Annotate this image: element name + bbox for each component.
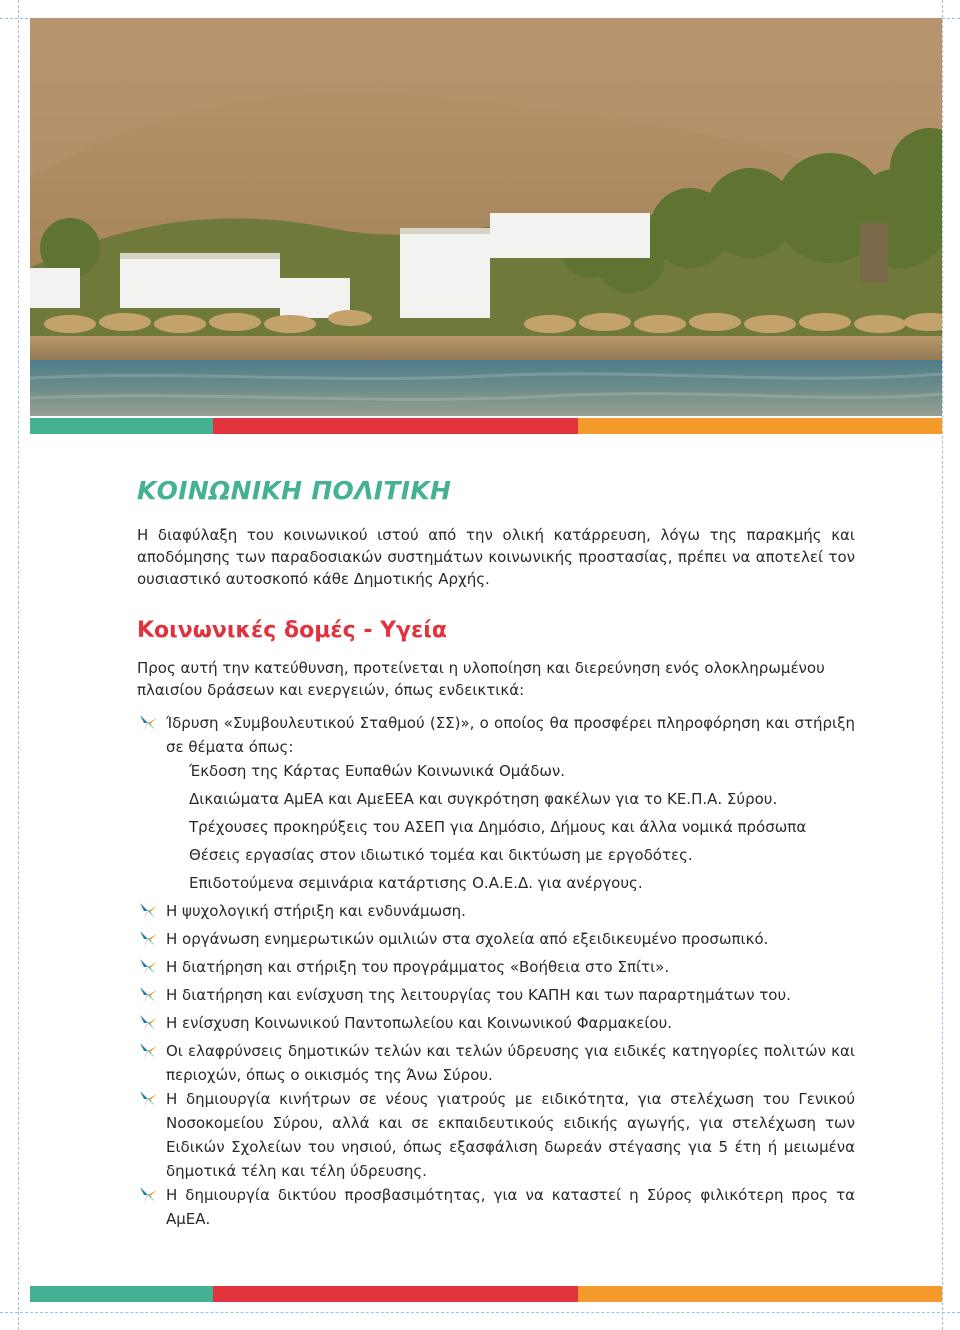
star-bullet-icon — [137, 1012, 159, 1034]
list-item — [137, 1039, 855, 1087]
list-item — [137, 1011, 855, 1035]
beach-photo — [30, 18, 942, 416]
section-intro: Η διαφύλαξη του κοινωνικού ιστού από την ολική κατάρρευση, λόγω της παρακμής και αποδόμησης των παραδοσιακών συστημάτων κοινωνικής προστασίας, πρέπει να αποτελεί τον ουσιαστικό αυτοσκοπό κάθε Δημοτικής Αρχής. — [137, 526, 855, 588]
subsection-lead: Προς αυτή την κατεύθυνση, προτείνεται η υλοποίηση και διερεύνηση ενός ολοκληρωμένου πλαισίου δράσεων και ενεργειών, όπως ενδεικτικά: — [137, 659, 825, 699]
list-item-text: Η ενίσχυση Κοινωνικού Παντοπωλείου και Κοινωνικού Φαρμακείου. — [166, 1014, 673, 1032]
stripe-orange — [578, 418, 942, 434]
list-item-text: Η οργάνωση ενημερωτικών ομιλιών στα σχολεία από εξειδικευμένο προσωπικό. — [166, 930, 769, 948]
star-bullet-icon — [137, 956, 159, 978]
crop-guide-bottom — [0, 1312, 960, 1313]
sub-list-item: Επιδοτούμενα σεμινάρια κατάρτισης Ο.Α.Ε.Δ. για ανέργους. — [189, 874, 643, 892]
list-item — [137, 955, 855, 979]
sub-list-item: Τρέχουσες προκηρύξεις του ΑΣΕΠ για Δημόσιο, Δήμους και άλλα νομικά πρόσωπα — [189, 818, 807, 836]
section-title: ΚΟΙΝΩΝΙΚΗ ΠΟΛΙΤΙΚΗ — [137, 476, 452, 505]
list-item-text: Η δημιουργία κινήτρων σε νέους γιατρούς με ειδικότητα, για στελέχωση του Γενικού Νοσοκομείου Σύρου, αλλά και σε εκπαιδευτικούς ειδικής αγωγής, για στελέχωση των Ειδικών Σχολείων του νησιού, όπως εξασφάλιση δωρεάν στέγασης για 5 έτη ή μειωμένα δημοτικά τέλη και τέλη ύδρευσης. — [166, 1090, 855, 1180]
crop-guide-left — [18, 0, 19, 1330]
star-bullet-icon — [137, 984, 159, 1006]
star-bullet-icon — [137, 928, 159, 950]
stripe-red — [213, 418, 578, 434]
star-bullet-icon — [137, 1184, 159, 1206]
list-item-text: Η διατήρηση και ενίσχυση της λειτουργίας του ΚΑΠΗ και των παραρτημάτων του. — [166, 986, 791, 1004]
bottom-stripe-teal — [30, 1286, 213, 1302]
list-item-text: Οι ελαφρύνσεις δημοτικών τελών και τελών ύδρευσης για ειδικές κατηγορίες πολιτών και περιοχών, όπως ο οικισμός της Άνω Σύρου. — [166, 1042, 855, 1084]
crop-guide-right — [942, 0, 943, 1330]
star-bullet-icon — [137, 900, 159, 922]
list-item-text: Η διατήρηση και στήριξη του προγράμματος «Βοήθεια στο Σπίτι». — [166, 958, 670, 976]
sub-list-item: Θέσεις εργασίας στον ιδιωτικό τομέα και δικτύωση με εργοδότες. — [189, 846, 693, 864]
list-item — [137, 1183, 855, 1231]
list-item-text: Ίδρυση «Συμβουλευτικού Σταθμού (ΣΣ)», ο οποίος θα προσφέρει πληροφόρηση και στήριξη σε θέματα όπως: — [166, 714, 855, 756]
star-bullet-icon — [137, 712, 159, 734]
subsection-title: Κοινωνικές δομές - Υγεία — [137, 618, 447, 643]
sub-list-item: Έκδοση της Κάρτας Ευπαθών Κοινωνικά Ομάδων. — [189, 762, 566, 780]
list-item-text: Η δημιουργία δικτύου προσβασιμότητας, για να καταστεί η Σύρος φιλικότερη προς τα ΑμΕΑ. — [166, 1186, 855, 1228]
beach-photo-image — [30, 18, 942, 416]
bottom-stripe-red — [213, 1286, 578, 1302]
list-item-text: Η ψυχολογική στήριξη και ενδυνάμωση. — [166, 902, 466, 920]
bottom-stripe-orange — [578, 1286, 942, 1302]
list-item — [137, 1087, 855, 1183]
list-item — [137, 927, 855, 951]
list-item — [137, 899, 855, 923]
sub-list-item: Δικαιώματα ΑμΕΑ και ΑμεΕΕΑ και συγκρότηση φακέλων για το ΚΕ.Π.Α. Σύρου. — [189, 790, 778, 808]
stripe-teal — [30, 418, 213, 434]
list-item — [137, 711, 855, 759]
list-item — [137, 983, 855, 1007]
star-bullet-icon — [137, 1088, 159, 1110]
star-bullet-icon — [137, 1040, 159, 1062]
